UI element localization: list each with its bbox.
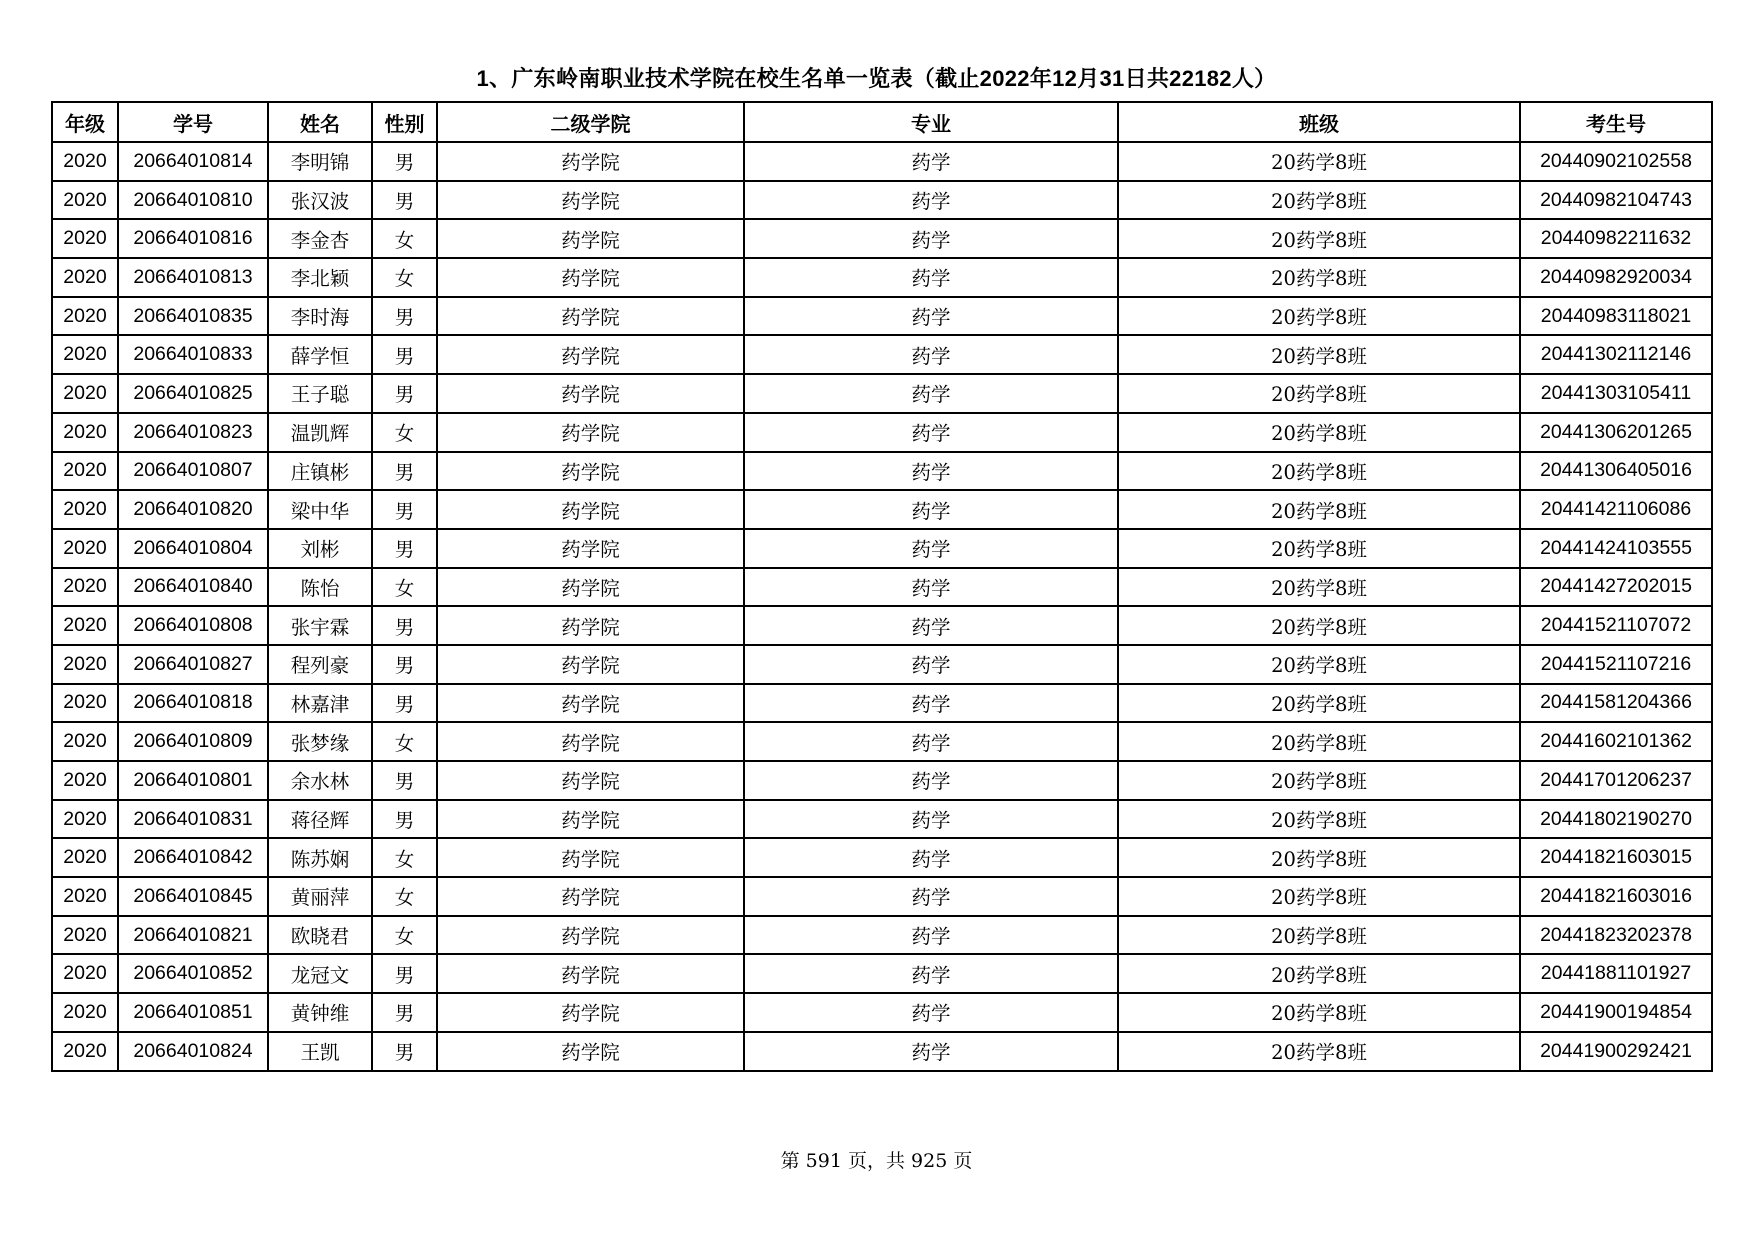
cell-class: 20药学8班 bbox=[1118, 954, 1520, 993]
cell-major: 药学 bbox=[744, 452, 1118, 491]
cell-grade: 2020 bbox=[52, 916, 118, 955]
cell-exam-number: 20440983118021 bbox=[1520, 297, 1712, 336]
cell-college: 药学院 bbox=[437, 954, 744, 993]
cell-class: 20药学8班 bbox=[1118, 219, 1520, 258]
cell-major: 药学 bbox=[744, 1032, 1118, 1071]
cell-major: 药学 bbox=[744, 954, 1118, 993]
table-row bbox=[52, 993, 1712, 1032]
cell-exam-number: 20441802190270 bbox=[1520, 800, 1712, 839]
header-name: 姓名 bbox=[268, 102, 372, 142]
cell-name: 程列豪 bbox=[268, 645, 372, 684]
cell-gender: 男 bbox=[372, 684, 437, 723]
cell-exam-number: 20440982920034 bbox=[1520, 258, 1712, 297]
cell-exam-number: 20441302112146 bbox=[1520, 335, 1712, 374]
cell-major: 药学 bbox=[744, 761, 1118, 800]
cell-student-id: 20664010827 bbox=[118, 645, 268, 684]
cell-class: 20药学8班 bbox=[1118, 722, 1520, 761]
cell-name: 李金杏 bbox=[268, 219, 372, 258]
cell-class: 20药学8班 bbox=[1118, 297, 1520, 336]
cell-gender: 女 bbox=[372, 258, 437, 297]
table-row bbox=[52, 722, 1712, 761]
cell-college: 药学院 bbox=[437, 181, 744, 220]
cell-student-id: 20664010810 bbox=[118, 181, 268, 220]
cell-student-id: 20664010852 bbox=[118, 954, 268, 993]
cell-name: 黄钟维 bbox=[268, 993, 372, 1032]
cell-exam-number: 20441701206237 bbox=[1520, 761, 1712, 800]
cell-class: 20药学8班 bbox=[1118, 413, 1520, 452]
cell-student-id: 20664010840 bbox=[118, 568, 268, 607]
cell-gender: 男 bbox=[372, 606, 437, 645]
cell-class: 20药学8班 bbox=[1118, 529, 1520, 568]
cell-grade: 2020 bbox=[52, 142, 118, 181]
cell-exam-number: 20441602101362 bbox=[1520, 722, 1712, 761]
table-row bbox=[52, 335, 1712, 374]
cell-class: 20药学8班 bbox=[1118, 258, 1520, 297]
cell-name: 欧晓君 bbox=[268, 916, 372, 955]
cell-gender: 男 bbox=[372, 335, 437, 374]
cell-gender: 男 bbox=[372, 297, 437, 336]
cell-name: 张汉波 bbox=[268, 181, 372, 220]
cell-class: 20药学8班 bbox=[1118, 142, 1520, 181]
cell-class: 20药学8班 bbox=[1118, 838, 1520, 877]
cell-name: 庄镇彬 bbox=[268, 452, 372, 491]
header-student-id: 学号 bbox=[118, 102, 268, 142]
cell-major: 药学 bbox=[744, 722, 1118, 761]
cell-student-id: 20664010816 bbox=[118, 219, 268, 258]
cell-exam-number: 20440982211632 bbox=[1520, 219, 1712, 258]
cell-class: 20药学8班 bbox=[1118, 645, 1520, 684]
cell-major: 药学 bbox=[744, 413, 1118, 452]
cell-exam-number: 20441900292421 bbox=[1520, 1032, 1712, 1071]
cell-gender: 男 bbox=[372, 1032, 437, 1071]
table-row bbox=[52, 800, 1712, 839]
cell-college: 药学院 bbox=[437, 297, 744, 336]
cell-exam-number: 20441303105411 bbox=[1520, 374, 1712, 413]
cell-college: 药学院 bbox=[437, 219, 744, 258]
cell-class: 20药学8班 bbox=[1118, 374, 1520, 413]
cell-exam-number: 20441424103555 bbox=[1520, 529, 1712, 568]
cell-gender: 男 bbox=[372, 374, 437, 413]
cell-gender: 男 bbox=[372, 490, 437, 529]
cell-grade: 2020 bbox=[52, 297, 118, 336]
student-roster-table bbox=[51, 101, 1713, 1072]
table-row bbox=[52, 452, 1712, 491]
cell-major: 药学 bbox=[744, 258, 1118, 297]
cell-class: 20药学8班 bbox=[1118, 568, 1520, 607]
cell-major: 药学 bbox=[744, 142, 1118, 181]
table-row bbox=[52, 374, 1712, 413]
cell-college: 药学院 bbox=[437, 568, 744, 607]
cell-gender: 女 bbox=[372, 413, 437, 452]
cell-student-id: 20664010808 bbox=[118, 606, 268, 645]
cell-exam-number: 20441421106086 bbox=[1520, 490, 1712, 529]
cell-grade: 2020 bbox=[52, 722, 118, 761]
cell-gender: 女 bbox=[372, 916, 437, 955]
cell-college: 药学院 bbox=[437, 335, 744, 374]
cell-college: 药学院 bbox=[437, 413, 744, 452]
cell-student-id: 20664010814 bbox=[118, 142, 268, 181]
cell-grade: 2020 bbox=[52, 413, 118, 452]
cell-grade: 2020 bbox=[52, 954, 118, 993]
cell-class: 20药学8班 bbox=[1118, 1032, 1520, 1071]
header-grade: 年级 bbox=[52, 102, 118, 142]
cell-gender: 女 bbox=[372, 219, 437, 258]
cell-student-id: 20664010851 bbox=[118, 993, 268, 1032]
table-row bbox=[52, 490, 1712, 529]
table-body bbox=[52, 142, 1712, 1071]
cell-name: 余水林 bbox=[268, 761, 372, 800]
cell-college: 药学院 bbox=[437, 877, 744, 916]
cell-major: 药学 bbox=[744, 181, 1118, 220]
cell-class: 20药学8班 bbox=[1118, 800, 1520, 839]
cell-major: 药学 bbox=[744, 684, 1118, 723]
cell-student-id: 20664010825 bbox=[118, 374, 268, 413]
cell-gender: 男 bbox=[372, 993, 437, 1032]
cell-gender: 女 bbox=[372, 877, 437, 916]
cell-grade: 2020 bbox=[52, 684, 118, 723]
cell-name: 蒋径辉 bbox=[268, 800, 372, 839]
cell-student-id: 20664010807 bbox=[118, 452, 268, 491]
cell-exam-number: 20441823202378 bbox=[1520, 916, 1712, 955]
cell-exam-number: 20441306405016 bbox=[1520, 452, 1712, 491]
cell-grade: 2020 bbox=[52, 219, 118, 258]
cell-class: 20药学8班 bbox=[1118, 993, 1520, 1032]
cell-class: 20药学8班 bbox=[1118, 606, 1520, 645]
header-college: 二级学院 bbox=[437, 102, 744, 142]
cell-student-id: 20664010809 bbox=[118, 722, 268, 761]
cell-name: 黄丽萍 bbox=[268, 877, 372, 916]
cell-class: 20药学8班 bbox=[1118, 452, 1520, 491]
cell-major: 药学 bbox=[744, 877, 1118, 916]
header-exam-number: 考生号 bbox=[1520, 102, 1712, 142]
cell-college: 药学院 bbox=[437, 916, 744, 955]
table-row bbox=[52, 142, 1712, 181]
table-row bbox=[52, 954, 1712, 993]
cell-gender: 女 bbox=[372, 568, 437, 607]
cell-college: 药学院 bbox=[437, 142, 744, 181]
table-row bbox=[52, 684, 1712, 723]
cell-major: 药学 bbox=[744, 529, 1118, 568]
cell-major: 药学 bbox=[744, 490, 1118, 529]
cell-gender: 女 bbox=[372, 722, 437, 761]
table-row bbox=[52, 1032, 1712, 1071]
table-row bbox=[52, 916, 1712, 955]
table-row bbox=[52, 877, 1712, 916]
page-title: 1、广东岭南职业技术学院在校生名单一览表（截止2022年12月31日共22182人） bbox=[476, 66, 1277, 91]
table-row bbox=[52, 297, 1712, 336]
cell-exam-number: 20441521107216 bbox=[1520, 645, 1712, 684]
cell-student-id: 20664010845 bbox=[118, 877, 268, 916]
cell-college: 药学院 bbox=[437, 490, 744, 529]
cell-college: 药学院 bbox=[437, 452, 744, 491]
cell-gender: 男 bbox=[372, 800, 437, 839]
cell-name: 林嘉津 bbox=[268, 684, 372, 723]
cell-student-id: 20664010813 bbox=[118, 258, 268, 297]
cell-major: 药学 bbox=[744, 374, 1118, 413]
cell-college: 药学院 bbox=[437, 374, 744, 413]
cell-exam-number: 20441521107072 bbox=[1520, 606, 1712, 645]
cell-college: 药学院 bbox=[437, 761, 744, 800]
cell-gender: 男 bbox=[372, 954, 437, 993]
cell-college: 药学院 bbox=[437, 838, 744, 877]
cell-class: 20药学8班 bbox=[1118, 684, 1520, 723]
cell-student-id: 20664010835 bbox=[118, 297, 268, 336]
cell-college: 药学院 bbox=[437, 645, 744, 684]
cell-exam-number: 20441900194854 bbox=[1520, 993, 1712, 1032]
cell-student-id: 20664010823 bbox=[118, 413, 268, 452]
cell-exam-number: 20440902102558 bbox=[1520, 142, 1712, 181]
cell-student-id: 20664010833 bbox=[118, 335, 268, 374]
cell-major: 药学 bbox=[744, 219, 1118, 258]
header-major: 专业 bbox=[744, 102, 1118, 142]
cell-name: 李时海 bbox=[268, 297, 372, 336]
cell-grade: 2020 bbox=[52, 877, 118, 916]
cell-college: 药学院 bbox=[437, 800, 744, 839]
cell-major: 药学 bbox=[744, 993, 1118, 1032]
cell-name: 温凯辉 bbox=[268, 413, 372, 452]
cell-grade: 2020 bbox=[52, 335, 118, 374]
cell-name: 薛学恒 bbox=[268, 335, 372, 374]
cell-college: 药学院 bbox=[437, 722, 744, 761]
cell-name: 王凯 bbox=[268, 1032, 372, 1071]
cell-grade: 2020 bbox=[52, 529, 118, 568]
cell-name: 龙冠文 bbox=[268, 954, 372, 993]
cell-exam-number: 20441881101927 bbox=[1520, 954, 1712, 993]
cell-student-id: 20664010820 bbox=[118, 490, 268, 529]
cell-name: 梁中华 bbox=[268, 490, 372, 529]
cell-class: 20药学8班 bbox=[1118, 181, 1520, 220]
table-row bbox=[52, 219, 1712, 258]
cell-major: 药学 bbox=[744, 335, 1118, 374]
cell-grade: 2020 bbox=[52, 761, 118, 800]
cell-exam-number: 20441306201265 bbox=[1520, 413, 1712, 452]
cell-grade: 2020 bbox=[52, 838, 118, 877]
table-row bbox=[52, 181, 1712, 220]
cell-gender: 女 bbox=[372, 838, 437, 877]
cell-college: 药学院 bbox=[437, 529, 744, 568]
table-row bbox=[52, 761, 1712, 800]
cell-student-id: 20664010818 bbox=[118, 684, 268, 723]
cell-name: 陈怡 bbox=[268, 568, 372, 607]
cell-exam-number: 20441581204366 bbox=[1520, 684, 1712, 723]
cell-name: 刘彬 bbox=[268, 529, 372, 568]
cell-gender: 男 bbox=[372, 645, 437, 684]
cell-major: 药学 bbox=[744, 838, 1118, 877]
cell-name: 陈苏娴 bbox=[268, 838, 372, 877]
table-row bbox=[52, 258, 1712, 297]
cell-exam-number: 20440982104743 bbox=[1520, 181, 1712, 220]
cell-student-id: 20664010801 bbox=[118, 761, 268, 800]
cell-gender: 男 bbox=[372, 452, 437, 491]
cell-class: 20药学8班 bbox=[1118, 761, 1520, 800]
cell-grade: 2020 bbox=[52, 568, 118, 607]
cell-exam-number: 20441821603016 bbox=[1520, 877, 1712, 916]
cell-student-id: 20664010824 bbox=[118, 1032, 268, 1071]
cell-major: 药学 bbox=[744, 297, 1118, 336]
cell-name: 王子聪 bbox=[268, 374, 372, 413]
cell-grade: 2020 bbox=[52, 452, 118, 491]
cell-gender: 男 bbox=[372, 181, 437, 220]
table-row bbox=[52, 413, 1712, 452]
cell-exam-number: 20441427202015 bbox=[1520, 568, 1712, 607]
cell-college: 药学院 bbox=[437, 1032, 744, 1071]
cell-gender: 男 bbox=[372, 761, 437, 800]
page-number: 第 591 页，共 925 页 bbox=[780, 1150, 973, 1172]
cell-college: 药学院 bbox=[437, 684, 744, 723]
cell-college: 药学院 bbox=[437, 258, 744, 297]
header-class: 班级 bbox=[1118, 102, 1520, 142]
cell-student-id: 20664010842 bbox=[118, 838, 268, 877]
cell-name: 张梦缘 bbox=[268, 722, 372, 761]
cell-college: 药学院 bbox=[437, 993, 744, 1032]
cell-major: 药学 bbox=[744, 568, 1118, 607]
cell-grade: 2020 bbox=[52, 181, 118, 220]
cell-grade: 2020 bbox=[52, 1032, 118, 1071]
cell-major: 药学 bbox=[744, 800, 1118, 839]
cell-gender: 男 bbox=[372, 142, 437, 181]
cell-grade: 2020 bbox=[52, 645, 118, 684]
header-gender: 性别 bbox=[372, 102, 437, 142]
table-row bbox=[52, 838, 1712, 877]
cell-name: 李北颖 bbox=[268, 258, 372, 297]
cell-class: 20药学8班 bbox=[1118, 335, 1520, 374]
table-row bbox=[52, 529, 1712, 568]
cell-class: 20药学8班 bbox=[1118, 490, 1520, 529]
cell-student-id: 20664010804 bbox=[118, 529, 268, 568]
cell-major: 药学 bbox=[744, 606, 1118, 645]
cell-grade: 2020 bbox=[52, 800, 118, 839]
cell-grade: 2020 bbox=[52, 258, 118, 297]
cell-gender: 男 bbox=[372, 529, 437, 568]
cell-grade: 2020 bbox=[52, 490, 118, 529]
cell-grade: 2020 bbox=[52, 374, 118, 413]
cell-grade: 2020 bbox=[52, 606, 118, 645]
cell-class: 20药学8班 bbox=[1118, 877, 1520, 916]
table-row bbox=[52, 645, 1712, 684]
cell-college: 药学院 bbox=[437, 606, 744, 645]
cell-name: 张宇霖 bbox=[268, 606, 372, 645]
cell-grade: 2020 bbox=[52, 993, 118, 1032]
cell-student-id: 20664010821 bbox=[118, 916, 268, 955]
cell-name: 李明锦 bbox=[268, 142, 372, 181]
cell-class: 20药学8班 bbox=[1118, 916, 1520, 955]
cell-student-id: 20664010831 bbox=[118, 800, 268, 839]
cell-major: 药学 bbox=[744, 916, 1118, 955]
cell-major: 药学 bbox=[744, 645, 1118, 684]
table-row bbox=[52, 606, 1712, 645]
table-row bbox=[52, 568, 1712, 607]
table-header-row bbox=[52, 102, 1712, 142]
cell-exam-number: 20441821603015 bbox=[1520, 838, 1712, 877]
